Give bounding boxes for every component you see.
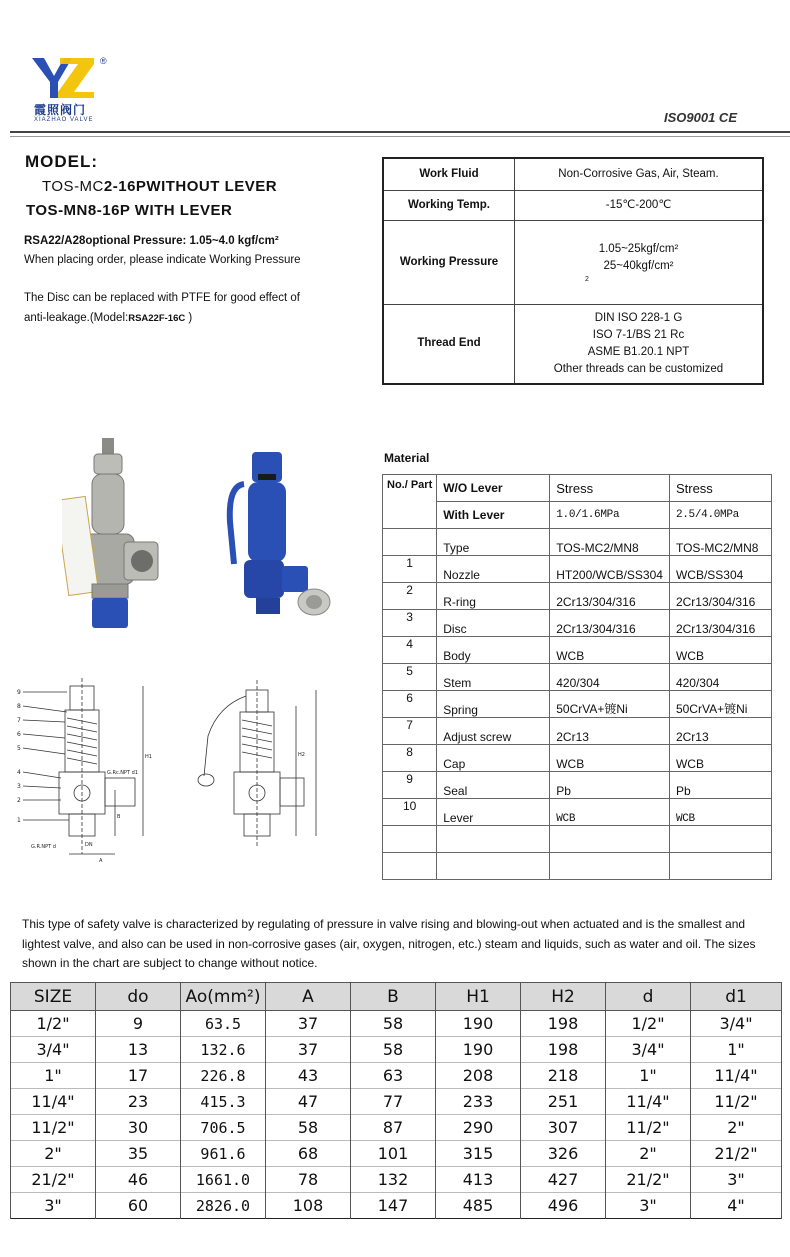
cell: 290: [436, 1115, 521, 1141]
cell: 190: [436, 1037, 521, 1063]
wo-lever-header: W/O Lever: [437, 475, 550, 502]
cell: 1/2": [606, 1011, 691, 1037]
type-value: TOS-MC2/MN8: [669, 529, 771, 556]
cell: 190: [436, 1011, 521, 1037]
part-number: 1: [17, 817, 21, 824]
material-row: [383, 745, 772, 772]
part-name: R-ring: [437, 583, 550, 610]
cell: 35: [96, 1141, 181, 1167]
cell: 706.5: [181, 1115, 266, 1141]
cell: 1": [606, 1063, 691, 1089]
thread-label-d1: G.Rc.NPT d1: [107, 770, 139, 776]
cell: 13: [96, 1037, 181, 1063]
drawing-without-lever: [15, 678, 165, 868]
cell: 3": [606, 1193, 691, 1219]
cell: 3/4": [691, 1011, 782, 1037]
brand-chinese-name: 霞照阀门: [34, 103, 87, 117]
cell: 47: [266, 1089, 351, 1115]
brand-logo: [30, 56, 96, 100]
dim-h2: H2: [298, 752, 305, 758]
part-no: 8: [383, 745, 437, 772]
material-value: WCB/SS304: [669, 556, 771, 583]
material-row: [383, 718, 772, 745]
disc-note-line-2: anti-leakage.(Model:RSA22F-16C ): [24, 312, 193, 324]
part-name: Spring: [437, 691, 550, 718]
cell: 1": [691, 1037, 782, 1063]
thread-standard: DIN ISO 228-1 G: [594, 311, 683, 324]
part-no: 2: [383, 583, 437, 610]
cell: 77: [351, 1089, 436, 1115]
part-no: 5: [383, 664, 437, 691]
part-name: Cap: [437, 745, 550, 772]
material-row: [383, 664, 772, 691]
header-h2: H2: [521, 983, 606, 1011]
header-a: A: [266, 983, 351, 1011]
pressure-range-cell: 2.5/4.0MPa: [669, 502, 771, 529]
cell: 198: [521, 1011, 606, 1037]
size-table: [10, 982, 782, 1219]
working-pressure-value: [515, 220, 764, 304]
cell: 11/4": [691, 1063, 782, 1089]
material-row: [383, 583, 772, 610]
header-divider-thin: [10, 136, 790, 137]
material-value: 2Cr13/304/316: [550, 610, 670, 637]
cell: 78: [266, 1167, 351, 1193]
part-number: 8: [17, 703, 21, 710]
part-name: Disc: [437, 610, 550, 637]
size-row: [11, 1115, 782, 1141]
cell: 485: [436, 1193, 521, 1219]
cell: 11/2": [691, 1089, 782, 1115]
part-name: Adjust screw: [437, 718, 550, 745]
cell: 132: [351, 1167, 436, 1193]
cell: 11/2": [11, 1115, 96, 1141]
cell: 415.3: [181, 1089, 266, 1115]
header-h1: H1: [436, 983, 521, 1011]
work-fluid-label: Work Fluid: [383, 158, 515, 190]
cell: 63: [351, 1063, 436, 1089]
stress-header: Stress: [669, 475, 771, 502]
cell: 2": [606, 1141, 691, 1167]
material-value: 50CrVA+镀Ni: [550, 691, 670, 718]
material-value: 420/304: [669, 664, 771, 691]
cell: 58: [266, 1115, 351, 1141]
part-number: 9: [17, 689, 21, 696]
brand-english-name: XIAZHAO VALVE: [34, 117, 94, 123]
disc-note-line-1: The Disc can be replaced with PTFE for good effect of: [24, 292, 300, 304]
cell: 21/2": [11, 1167, 96, 1193]
material-value: WCB: [669, 745, 771, 772]
model-heading: MODEL:: [25, 152, 99, 171]
material-value: 2Cr13/304/316: [550, 583, 670, 610]
cell: 9: [96, 1011, 181, 1037]
material-row: [383, 799, 772, 826]
part-no: 4: [383, 637, 437, 664]
cell: 496: [521, 1193, 606, 1219]
part-no: 10: [383, 799, 437, 826]
part-name: Body: [437, 637, 550, 664]
pressure-footnote: 2: [585, 275, 589, 283]
material-value: 2Cr13: [669, 718, 771, 745]
material-value: 2Cr13/304/316: [669, 610, 771, 637]
cell: 233: [436, 1089, 521, 1115]
dim-dn: DN: [85, 842, 93, 848]
cell: 11/2": [606, 1115, 691, 1141]
working-temp-label: Working Temp.: [383, 190, 515, 220]
part-no: 6: [383, 691, 437, 718]
cell: 11/4": [11, 1089, 96, 1115]
material-value: Pb: [550, 772, 670, 799]
cell: 315: [436, 1141, 521, 1167]
cell: 1661.0: [181, 1167, 266, 1193]
order-note: When placing order, please indicate Working Pressure: [24, 254, 301, 266]
material-value: HT200/WCB/SS304: [550, 556, 670, 583]
cell: 218: [521, 1063, 606, 1089]
header-size: SIZE: [11, 983, 96, 1011]
cell: 2": [11, 1141, 96, 1167]
cell: 307: [521, 1115, 606, 1141]
spec-table: [382, 157, 764, 385]
material-row: [383, 691, 772, 718]
size-table-header: [11, 983, 782, 1011]
work-fluid-value: Non-Corrosive Gas, Air, Steam.: [515, 158, 764, 190]
size-row: [11, 1089, 782, 1115]
material-row: [383, 556, 772, 583]
material-row-empty: [383, 826, 772, 853]
type-label: Type: [437, 529, 550, 556]
cell: 58: [351, 1011, 436, 1037]
cell: 3/4": [606, 1037, 691, 1063]
header-divider: [10, 131, 790, 133]
cell: 37: [266, 1037, 351, 1063]
cell: 3/4": [11, 1037, 96, 1063]
material-row: [383, 637, 772, 664]
material-title: Material: [384, 451, 430, 465]
cell: 132.6: [181, 1037, 266, 1063]
cell: 68: [266, 1141, 351, 1167]
part-name: Lever: [437, 799, 550, 826]
type-value: TOS-MC2/MN8: [550, 529, 670, 556]
cell: 11/4": [606, 1089, 691, 1115]
model-line-1: TOS-MC2-16PWITHOUT LEVER: [42, 178, 278, 195]
cell: 413: [436, 1167, 521, 1193]
part-number: 6: [17, 731, 21, 738]
cell: 198: [521, 1037, 606, 1063]
cell: 2826.0: [181, 1193, 266, 1219]
thread-custom: Other threads can be customized: [553, 362, 724, 375]
part-number: 3: [17, 783, 21, 790]
dim-h1: H1: [145, 754, 152, 760]
material-table: [382, 474, 772, 880]
thread-label-d: G.R.NPT d: [31, 844, 56, 850]
valve-photo-blue: [222, 452, 334, 630]
cell: 101: [351, 1141, 436, 1167]
size-row: [11, 1167, 782, 1193]
cell: 23: [96, 1089, 181, 1115]
cell: 147: [351, 1193, 436, 1219]
part-number: 4: [17, 769, 21, 776]
registered-mark: ®: [100, 56, 107, 66]
stress-header: Stress: [550, 475, 670, 502]
pressure-range-1: 1.05~25kgf/cm²: [598, 242, 679, 255]
cell: 87: [351, 1115, 436, 1141]
no-part-header: No./ Part: [383, 475, 437, 529]
part-number: 5: [17, 745, 21, 752]
material-row: [383, 772, 772, 799]
part-no: 1: [383, 556, 437, 583]
material-value: WCB: [550, 745, 670, 772]
size-row: [11, 1037, 782, 1063]
cell: 208: [436, 1063, 521, 1089]
cell: 427: [521, 1167, 606, 1193]
certifications: ISO9001 CE: [664, 110, 737, 125]
cell: 37: [266, 1011, 351, 1037]
cell: 63.5: [181, 1011, 266, 1037]
part-number: 2: [17, 797, 21, 804]
material-row-empty: [383, 853, 772, 880]
header-ao: Ao(mm²): [181, 983, 266, 1011]
with-lever-header: With Lever: [437, 502, 550, 529]
part-no-cell: [383, 529, 437, 556]
material-row: [383, 610, 772, 637]
size-row: [11, 1011, 782, 1037]
material-value: WCB: [669, 799, 771, 826]
dim-a: A: [99, 858, 103, 864]
material-value: WCB: [669, 637, 771, 664]
cell: 21/2": [691, 1141, 782, 1167]
dim-b: B: [117, 814, 121, 820]
cell: 1/2": [11, 1011, 96, 1037]
working-temp-value: -15℃-200℃: [515, 190, 764, 220]
thread-standard: ASME B1.20.1 NPT: [587, 345, 690, 358]
size-row: [11, 1063, 782, 1089]
header-b: B: [351, 983, 436, 1011]
cell: 30: [96, 1115, 181, 1141]
part-name: Seal: [437, 772, 550, 799]
material-value: WCB: [550, 637, 670, 664]
cell: 251: [521, 1089, 606, 1115]
part-no: 7: [383, 718, 437, 745]
pressure-range-2: 25~40kgf/cm²: [603, 259, 674, 272]
drawing-with-lever: [178, 676, 330, 856]
material-value: Pb: [669, 772, 771, 799]
material-value: 420/304: [550, 664, 670, 691]
cell: 21/2": [606, 1167, 691, 1193]
cell: 17: [96, 1063, 181, 1089]
part-name: Nozzle: [437, 556, 550, 583]
header-d: d: [606, 983, 691, 1011]
cell: 60: [96, 1193, 181, 1219]
part-no: 9: [383, 772, 437, 799]
cell: 3": [691, 1167, 782, 1193]
cell: 43: [266, 1063, 351, 1089]
size-row: [11, 1141, 782, 1167]
cell: 326: [521, 1141, 606, 1167]
material-value: 2Cr13/304/316: [669, 583, 771, 610]
thread-end-value: [515, 304, 764, 384]
cell: 4": [691, 1193, 782, 1219]
cell: 3": [11, 1193, 96, 1219]
cell: 226.8: [181, 1063, 266, 1089]
part-number: 7: [17, 717, 21, 724]
cell: 1": [11, 1063, 96, 1089]
material-value: 50CrVA+镀Ni: [669, 691, 771, 718]
working-pressure-label: Working Pressure: [383, 220, 515, 304]
valve-photo-steel: [62, 438, 172, 638]
model-line-2: TOS-MN8-16P WITH LEVER: [26, 202, 233, 219]
cell: 961.6: [181, 1141, 266, 1167]
product-description: This type of safety valve is characterized by regulating of pressure in valve rising and blowing-out when actuated and is the smallest and lightest valve, and also can be used in non-corrosive gases (air, oxygen, nitrogen, etc.) steam and liquids, such as water and oil. The sizes shown in the chart are subject to change without notice.: [22, 917, 756, 970]
thread-standard: ISO 7-1/BS 21 Rc: [592, 328, 685, 341]
header-d1: d1: [691, 983, 782, 1011]
thread-end-label: Thread End: [383, 304, 515, 384]
cell: 46: [96, 1167, 181, 1193]
size-row: [11, 1193, 782, 1219]
cell: 2": [691, 1115, 782, 1141]
part-name: Stem: [437, 664, 550, 691]
material-value: 2Cr13: [550, 718, 670, 745]
part-no: 3: [383, 610, 437, 637]
header-do: do: [96, 983, 181, 1011]
cell: 108: [266, 1193, 351, 1219]
cell: 58: [351, 1037, 436, 1063]
material-value: WCB: [550, 799, 670, 826]
pressure-range-cell: 1.0/1.6MPa: [550, 502, 670, 529]
pressure-note: RSA22/A28optional Pressure: 1.05~4.0 kgf/cm²: [24, 235, 279, 247]
